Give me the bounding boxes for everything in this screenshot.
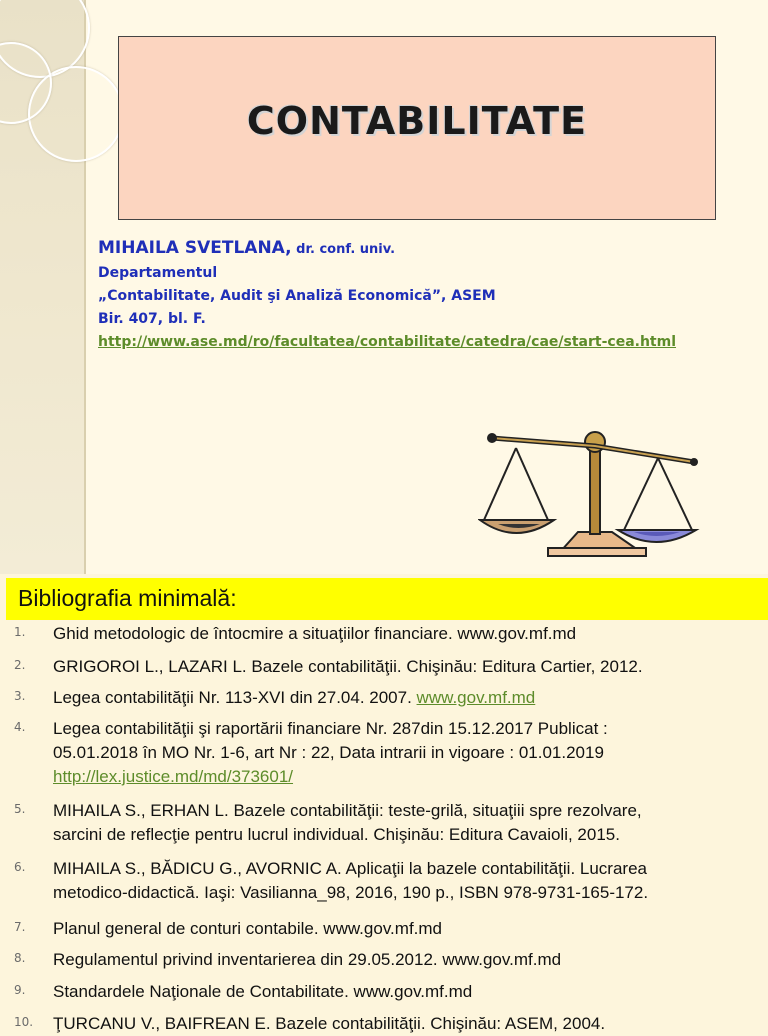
department-label: Departamentul: [98, 265, 218, 281]
list-item-text: GRIGOROI L., LAZARI L. Bazele contabilităţii. Chişinău: Editura Cartier, 2012.: [53, 657, 643, 676]
balance-scale-icon: [478, 428, 708, 560]
page-title: CONTABILITATE: [246, 99, 588, 143]
list-item-number: 2.: [14, 658, 26, 672]
list-item-text: ŢURCANU V., BAIFREAN E. Bazele contabilităţii. Chişinău: ASEM, 2004.: [53, 1014, 606, 1033]
department-name: „Contabilitate, Audit şi Analiză Economică”, ASEM: [98, 288, 496, 304]
list-item-text: Ghid metodologic de întocmire a situaţiilor financiare. www.gov.mf.md: [53, 624, 577, 643]
list-item-number: 8.: [14, 951, 26, 965]
list-item-text: MIHAILA S., BĂDICU G., AVORNIC A. Aplicaţii la bazele contabilităţii. Lucrarea metodico-didactică. Iaşi: Vasilianna_98, 2016, 190 p., ISBN 978-9731-165-172.: [53, 859, 649, 902]
lex-justice-link[interactable]: http://lex.justice.md/md/373601/: [53, 767, 294, 786]
list-item-text: Standardele Naţionale de Contabilitate. www.gov.mf.md: [53, 982, 473, 1001]
list-item-number: 10.: [14, 1015, 34, 1029]
list-item-number: 5.: [14, 802, 26, 816]
title-box: [118, 36, 716, 220]
gov-mf-link[interactable]: www.gov.mf.md: [416, 688, 536, 707]
list-item-number: 3.: [14, 689, 26, 703]
office-address: Bir. 407, bl. F.: [98, 311, 206, 327]
list-item-number: 7.: [14, 920, 26, 934]
bibliography-header: [6, 578, 768, 620]
author-line: [98, 236, 738, 262]
department-url-link[interactable]: http://www.ase.md/ro/facultatea/contabilitate/catedra/cae/start-cea.html: [98, 334, 677, 350]
list-item-number: 9.: [14, 983, 26, 997]
list-item-text: Legea contabilităţii şi raportării financiare Nr. 287din 15.12.2017 Publicat : 05.01.2018 în MO Nr. 1-6, art Nr : 22, Data intrarii in vigoare : 01.01.2019 http://lex.justice.md/md/373601/: [53, 719, 608, 786]
list-item-number: 6.: [14, 860, 26, 874]
list-item-text: Planul general de conturi contabile. www.gov.mf.md: [53, 919, 442, 938]
author-name: MIHAILA SVETLANA,: [98, 238, 292, 258]
list-item-text: MIHAILA S., ERHAN L. Bazele contabilităţii: teste-grilă, situaţiii spre rezolvare, sarcini de reflecţie pentru lucrul individual. Chişinău: Editura Cavaioli, 2015.: [53, 801, 642, 844]
bibliography-title: Bibliografia minimală:: [18, 585, 237, 611]
list-item-number: 1.: [14, 625, 26, 639]
list-item-text: Regulamentul privind inventarierea din 29.05.2012. www.gov.mf.md: [53, 950, 562, 969]
author-info: [98, 236, 738, 354]
list-item-number: 4.: [14, 720, 26, 734]
author-title: dr. conf. univ.: [291, 242, 396, 257]
list-item-text: Legea contabilităţii Nr. 113-XVI din 27.04. 2007. www.gov.mf.md: [53, 688, 536, 707]
bibliography-section: [0, 574, 768, 1033]
